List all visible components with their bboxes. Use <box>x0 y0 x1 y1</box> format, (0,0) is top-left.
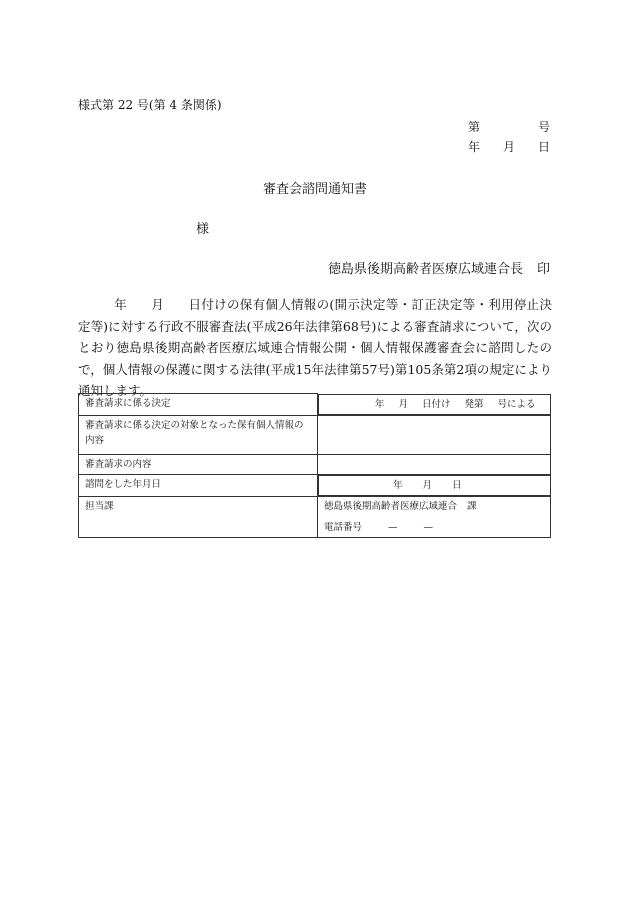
document-number-suffix: 号 <box>537 120 550 134</box>
row-label-decision: 審査請求に係る決定 <box>79 394 318 416</box>
consult-date-cell: 年 月 日 <box>318 475 551 496</box>
body-month: 月 <box>151 297 165 312</box>
decision-date-cell: 年 月 日付け 発第 号による <box>318 394 551 415</box>
document-number <box>468 118 550 135</box>
department-org: 徳島県後期高齢者医療広域連合 <box>324 500 458 512</box>
info-table <box>78 393 551 538</box>
table-row <box>79 496 551 537</box>
row-label-consult-date: 諮問をした年月日 <box>79 474 318 496</box>
document-title: 審査会諮問通知書 <box>262 182 367 197</box>
department-cell: 徳島県後期高齢者医療広域連合 課 電話番号 — — <box>318 496 551 537</box>
seal-mark: 印 <box>536 262 550 277</box>
form-number: 様式第 22 号(第 4 条関係) <box>78 98 222 112</box>
request-content-cell <box>318 454 551 474</box>
addressee: 様 <box>196 222 210 237</box>
body-year: 年 <box>114 297 128 312</box>
document-number-prefix: 第 <box>468 120 481 134</box>
body-text: 日付けの保有個人情報の(開示決定等・訂正決定等・利用停止決定等)に対する行政不服審査法(平成26年法律第68号)による審査請求について，次のとおり徳島県後期高齢者医療広域連合情報公開・個人情報保護審査会に諮問したので，個人情報の保護に関する法律(平成15年法律第57号)第105条第2項の規定により通知します。 <box>78 297 552 398</box>
document-date-year: 年 <box>468 140 481 154</box>
row-label-request-content: 審査請求の内容 <box>79 454 318 474</box>
row-label-target-info: 審査請求に係る決定の対象となった保有個人情報の内容 <box>79 415 318 454</box>
sender-name: 徳島県後期高齢者医療広域連合長 <box>327 262 523 277</box>
sender <box>328 258 550 277</box>
target-info-cell <box>318 415 551 454</box>
table-row <box>79 394 551 416</box>
department-section: 課 <box>467 500 477 512</box>
row-label-department: 担当課 <box>79 496 318 537</box>
document-date <box>468 138 550 155</box>
phone-label: 電話番号 <box>324 521 363 533</box>
table-row <box>79 474 551 496</box>
body-paragraph <box>78 294 552 402</box>
document-date-day: 日 <box>537 140 550 154</box>
table-row <box>79 454 551 474</box>
table-row <box>79 415 551 454</box>
document-date-month: 月 <box>502 140 515 154</box>
